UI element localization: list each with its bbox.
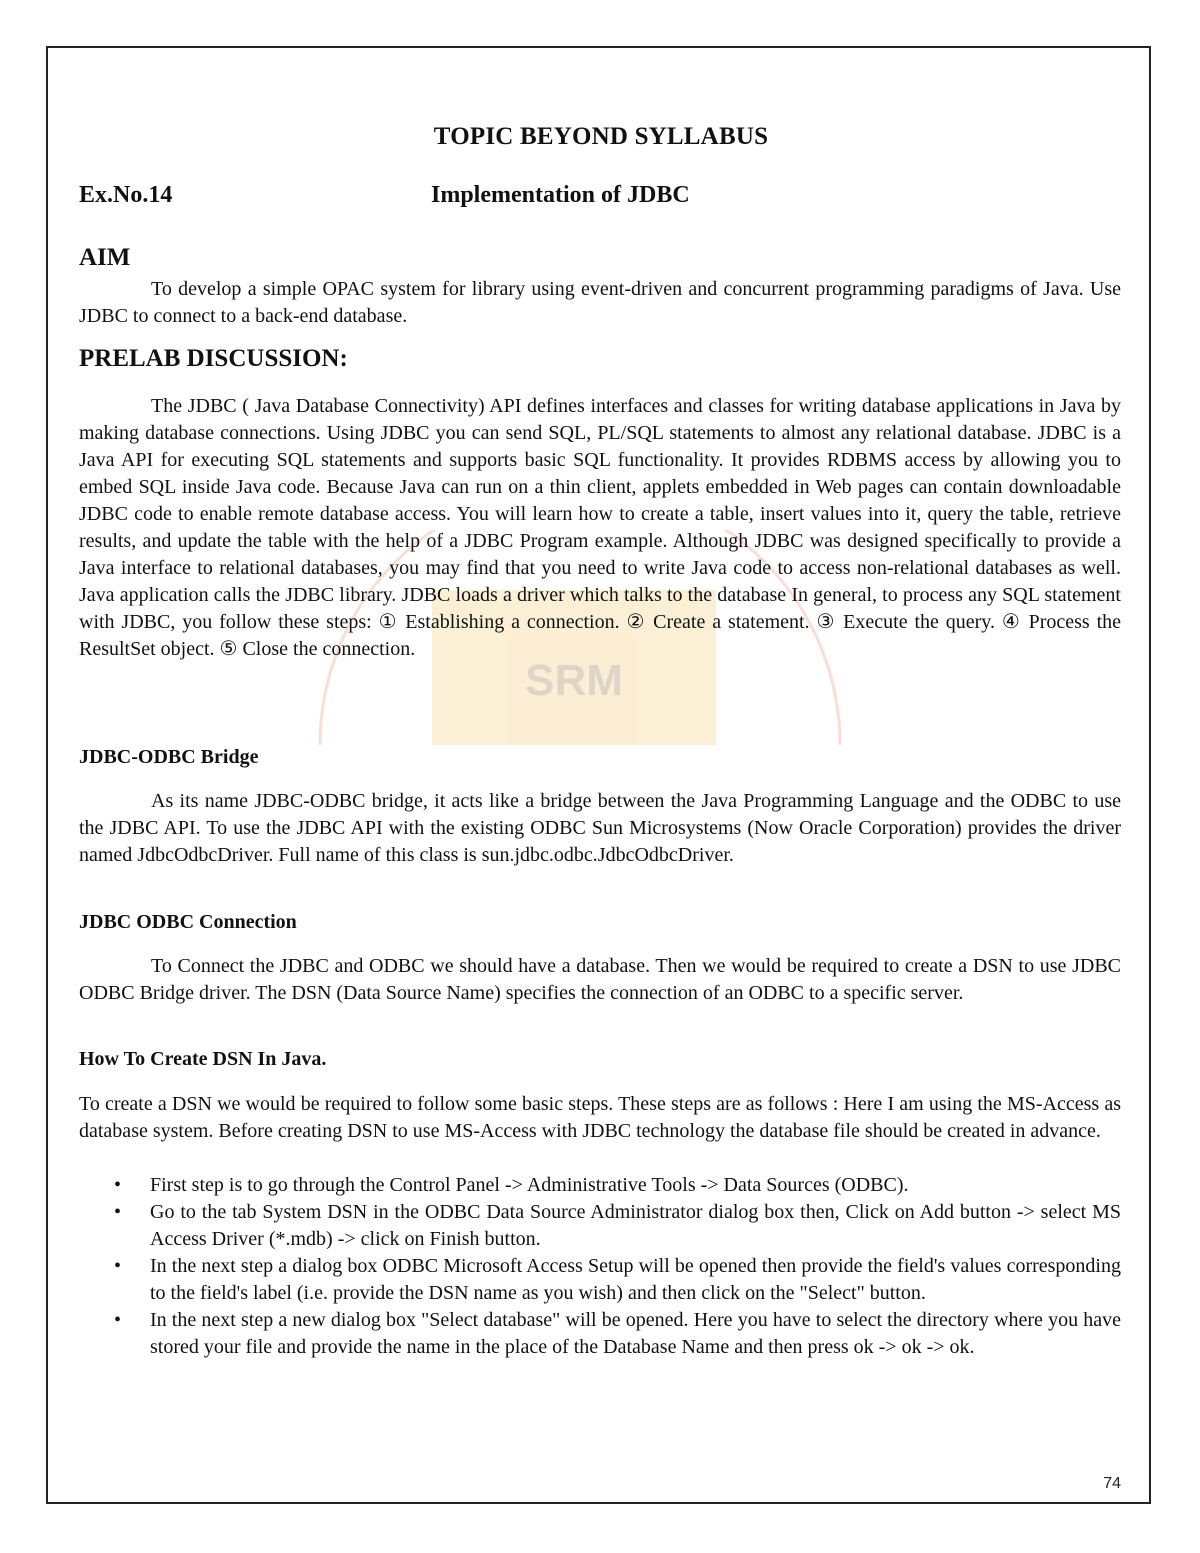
watermark-text: SRM [525, 656, 623, 705]
aim-heading: AIM [79, 244, 131, 271]
bullet-icon: • [114, 1201, 122, 1223]
step-text: In the next step a new dialog box "Select database" will be opened. Here you have to select the directory where you have stored your file and provide the name in the place of the Database Name and then press ok -> ok -> ok. [150, 1309, 1121, 1358]
list-item [79, 1307, 1121, 1361]
bridge-heading: JDBC-ODBC Bridge [79, 746, 259, 768]
step-text: Go to the tab System DSN in the ODBC Data Source Administrator dialog box then, Click on Add button -> select MS Access Driver (*.mdb) -> click on Finish button. [150, 1201, 1121, 1250]
page-number: 74 [1103, 1475, 1121, 1492]
bridge-text: As its name JDBC-ODBC bridge, it acts like a bridge between the Java Programming Language and the ODBC to use the JDBC API. To use the JDBC API with the existing ODBC Sun Microsystems (Now Oracle Corporation) provides the driver named JdbcOdbcDriver. Full name of this class is sun.jdbc.odbc.JdbcOdbcDriver. [79, 790, 1121, 866]
bullet-icon: • [114, 1174, 122, 1196]
connection-heading: JDBC ODBC Connection [79, 911, 297, 933]
step-text: First step is to go through the Control Panel -> Administrative Tools -> Data Sources (ODBC). [150, 1174, 909, 1196]
dsn-heading: How To Create DSN In Java. [79, 1048, 327, 1070]
dsn-steps-list [79, 1172, 1121, 1361]
prelab-text: The JDBC ( Java Database Connectivity) API defines interfaces and classes for writing database applications in Java by making database connections. Using JDBC you can send SQL, PL/SQL statements to almost any relational database. JDBC is a Java API for executing SQL statements and supports basic SQL functionality. It provides RDBMS access by allowing you to embed SQL inside Java code. Because Java can run on a thin client, applets embedded in Web pages can contain downloadable JDBC code to enable remote database access. You will learn how to create a table, insert values into it, query the table, retrieve results, and update the table with the help of a JDBC Program example. Although JDBC was designed specifically to provide a Java interface to relational databases, you may find that you need to write Java code to access non-relational databases as well. Java application calls the JDBC library. JDBC loads a driver which talks to the database In general, to process any SQL statement with JDBC, you follow these steps: ① Establishing a connection. ② Create a statement. ③ Execute the query. ④ Process the ResultSet object. ⑤ Close the connection. [79, 395, 1121, 660]
list-item [79, 1253, 1121, 1307]
prelab-heading: PRELAB DISCUSSION: [79, 345, 348, 372]
bullet-icon: • [114, 1255, 122, 1277]
aim-text: To develop a simple OPAC system for library using event-driven and concurrent programming paradigms of Java. Use JDBC to connect to a back-end database. [79, 278, 1121, 327]
list-item [79, 1172, 1121, 1199]
dsn-text: To create a DSN we would be required to follow some basic steps. These steps are as follows : Here I am using the MS-Access as database system. Before creating DSN to use MS-Access with JDBC technology the database file should be created in advance. [79, 1093, 1121, 1142]
bullet-icon: • [114, 1309, 122, 1331]
list-item [79, 1199, 1121, 1253]
connection-text: To Connect the JDBC and ODBC we should have a database. Then we would be required to create a DSN to use JDBC ODBC Bridge driver. The DSN (Data Source Name) specifies the connection of an ODBC to a specific server. [79, 955, 1121, 1004]
step-text: In the next step a dialog box ODBC Microsoft Access Setup will be opened then provide the field's values corresponding to the field's label (i.e. provide the DSN name as you wish) and then click on the "Select" button. [150, 1255, 1121, 1304]
topic-title: TOPIC BEYOND SYLLABUS [433, 123, 769, 150]
exercise-title: Implementation of JDBC [431, 182, 690, 208]
exercise-number: Ex.No.14 [79, 182, 173, 208]
